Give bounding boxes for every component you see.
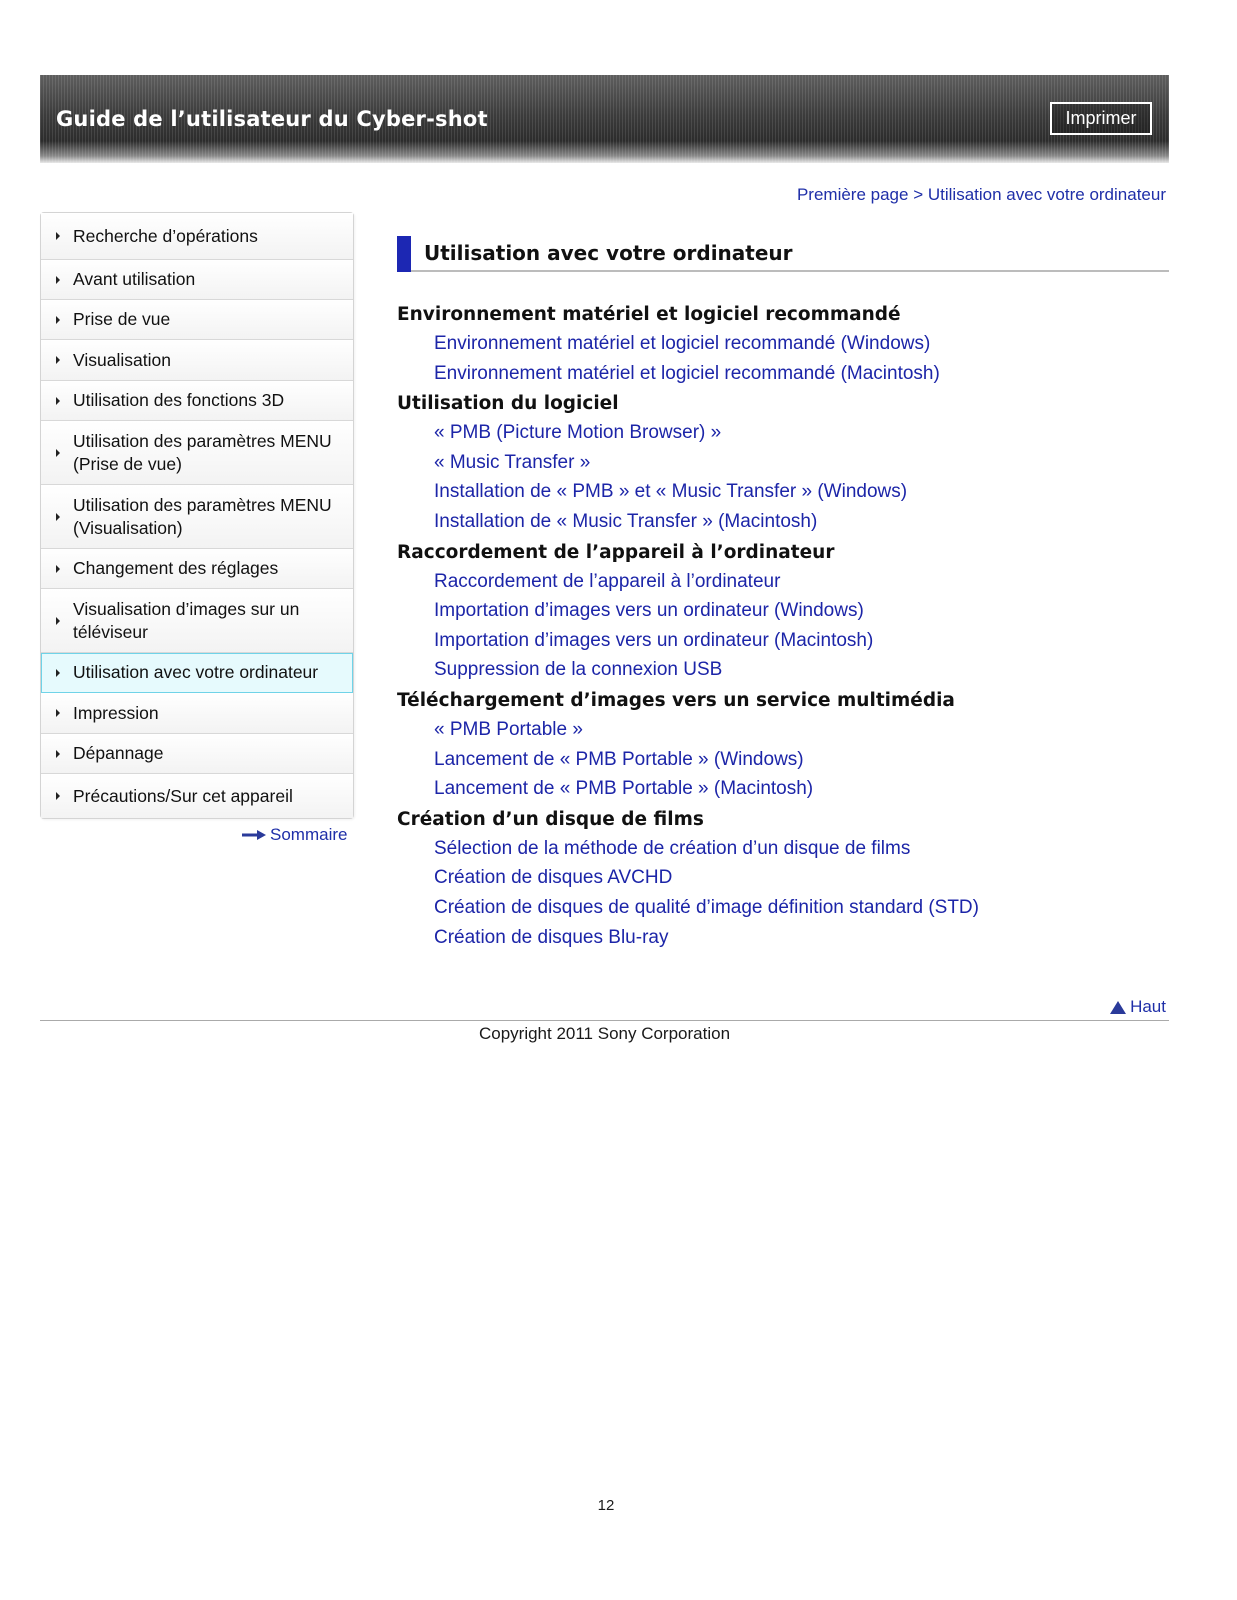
section-title: Création d’un disque de films xyxy=(397,808,704,830)
sidebar-item-depannage[interactable] xyxy=(41,734,353,774)
page-title: Utilisation avec votre ordinateur xyxy=(424,241,793,265)
section-title: Téléchargement d’images vers un service multimédia xyxy=(397,689,955,711)
breadcrumb-separator: > xyxy=(913,185,924,204)
breadcrumb xyxy=(797,185,1166,205)
topic-link[interactable]: Création de disques Blu-ray xyxy=(434,926,669,948)
sidebar-item-label: Impression xyxy=(73,702,159,723)
sidebar-item-label: Utilisation des paramètres MENU (Prise de vue) xyxy=(73,430,332,474)
sidebar-item-label: Dépannage xyxy=(73,743,164,763)
topic-link[interactable]: « PMB (Picture Motion Browser) » xyxy=(434,422,722,444)
triangle-right-icon xyxy=(56,397,60,405)
topic-link[interactable]: Raccordement de l’appareil à l’ordinateur xyxy=(434,570,781,592)
heading-accent-bar xyxy=(397,236,411,272)
sidebar-item-televiseur[interactable] xyxy=(41,589,353,653)
topic-link[interactable]: Lancement de « PMB Portable » (Windows) xyxy=(434,748,804,770)
sommaire-label: Sommaire xyxy=(270,825,348,844)
triangle-right-icon xyxy=(56,316,60,324)
triangle-right-icon xyxy=(56,232,60,240)
sidebar-item-label: Utilisation des paramètres MENU (Visualisation) xyxy=(73,494,332,538)
triangle-right-icon xyxy=(56,709,60,717)
sidebar-item-recherche[interactable] xyxy=(41,213,353,260)
triangle-right-icon xyxy=(56,792,60,800)
topic-link[interactable]: Importation d’images vers un ordinateur (Windows) xyxy=(434,600,864,622)
topic-link[interactable]: Importation d’images vers un ordinateur (Macintosh) xyxy=(434,629,874,651)
sidebar-item-label: Utilisation des fonctions 3D xyxy=(73,390,285,410)
topic-link[interactable]: Création de disques de qualité d’image définition standard (STD) xyxy=(434,896,979,918)
section-title: Raccordement de l’appareil à l’ordinateur xyxy=(397,541,835,563)
sidebar-item-menu-prise-de-vue[interactable] xyxy=(41,421,353,485)
topic-link[interactable]: Lancement de « PMB Portable » (Macintosh) xyxy=(434,778,814,800)
topic-link[interactable]: Environnement matériel et logiciel recommandé (Windows) xyxy=(434,333,931,354)
page-heading xyxy=(397,236,1169,272)
topic-link[interactable]: Environnement matériel et logiciel recommandé (Macintosh) xyxy=(434,362,940,384)
topic-link[interactable]: Installation de « PMB » et « Music Transfer » (Windows) xyxy=(434,481,908,503)
section-title: Environnement matériel et logiciel recommandé xyxy=(397,304,901,325)
sidebar-item-label: Changement des réglages xyxy=(73,558,279,578)
sidebar-item-label: Utilisation avec votre ordinateur xyxy=(73,662,319,682)
back-to-top-link[interactable] xyxy=(1110,997,1166,1017)
main-content xyxy=(397,299,1169,952)
sidebar-item-label: Recherche d’opérations xyxy=(73,225,258,246)
triangle-right-icon xyxy=(56,276,60,284)
triangle-right-icon xyxy=(56,513,60,521)
sidebar-item-fonctions-3d[interactable] xyxy=(41,381,353,421)
sidebar-item-prise-de-vue[interactable] xyxy=(41,300,353,340)
sidebar-item-menu-visualisation[interactable] xyxy=(41,485,353,549)
sidebar-item-avant-utilisation[interactable] xyxy=(41,260,353,300)
triangle-up-icon xyxy=(1110,1001,1126,1014)
sidebar-item-label: Précautions/Sur cet appareil xyxy=(73,785,293,806)
sidebar-item-precautions[interactable] xyxy=(41,774,353,818)
copyright-text: Copyright 2011 Sony Corporation xyxy=(478,1024,731,1043)
back-to-top-label: Haut xyxy=(1130,997,1166,1016)
sommaire-link[interactable] xyxy=(242,825,347,845)
header-bar xyxy=(40,75,1169,163)
triangle-right-icon xyxy=(56,356,60,364)
triangle-right-icon xyxy=(56,669,60,677)
sidebar-item-label: Visualisation xyxy=(73,349,171,370)
triangle-right-icon xyxy=(56,617,60,625)
sidebar-item-label: Prise de vue xyxy=(73,309,171,329)
breadcrumb-home-link[interactable]: Première page xyxy=(796,185,909,204)
sidebar-nav xyxy=(40,212,354,819)
sidebar-item-ordinateur[interactable] xyxy=(41,653,353,693)
sidebar-item-changement-reglages[interactable] xyxy=(41,549,353,589)
breadcrumb-current-link[interactable]: Utilisation avec votre ordinateur xyxy=(927,185,1166,204)
topic-link[interactable]: Suppression de la connexion USB xyxy=(434,659,723,681)
footer-divider xyxy=(40,1020,1169,1021)
sidebar-item-label: Visualisation d’images sur un téléviseur xyxy=(73,598,300,642)
sidebar-item-impression[interactable] xyxy=(41,693,353,734)
sidebar-item-label: Avant utilisation xyxy=(73,269,196,289)
topic-link[interactable]: Création de disques AVCHD xyxy=(434,867,673,889)
page-number: 12 xyxy=(597,1497,615,1514)
topic-link[interactable]: « Music Transfer » xyxy=(434,451,591,473)
guide-title: Guide de l’utilisateur du Cyber-shot xyxy=(56,107,488,131)
section-title: Utilisation du logiciel xyxy=(397,393,619,415)
sidebar-item-visualisation[interactable] xyxy=(41,340,353,381)
triangle-right-icon xyxy=(56,750,60,758)
topic-link[interactable]: « PMB Portable » xyxy=(434,718,583,740)
triangle-right-icon xyxy=(56,449,60,457)
triangle-right-icon xyxy=(56,565,60,573)
arrow-right-icon xyxy=(242,825,266,845)
print-button[interactable]: Imprimer xyxy=(1050,102,1152,135)
topic-link[interactable]: Installation de « Music Transfer » (Macintosh) xyxy=(434,510,818,532)
topic-link[interactable]: Sélection de la méthode de création d’un disque de films xyxy=(434,837,911,859)
